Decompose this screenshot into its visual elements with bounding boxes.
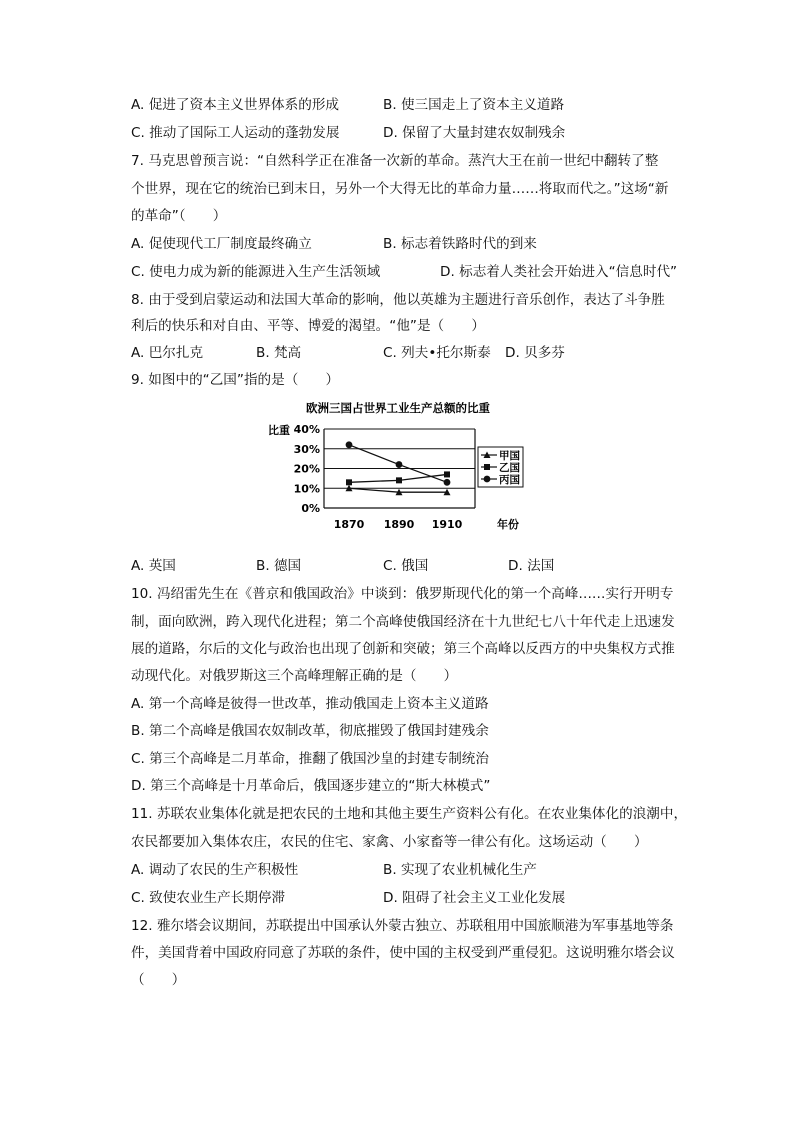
y-tick-label: 0%: [301, 502, 320, 515]
industrial-share-chart: [262, 397, 532, 533]
q9-stem-line-1: 9. 如图中的“乙国”指的是（ ）: [131, 372, 340, 388]
q10-option-b: B. 第二个高峰是俄国农奴制改革，彻底摧毁了俄国封建残余: [131, 723, 489, 739]
q9-option-b: B. 德国: [256, 558, 302, 574]
y-tick-label: 40%: [293, 423, 320, 436]
chart-gridlines: [324, 429, 475, 508]
q10-stem-line-4: 动现代化。对俄罗斯这三个高峰理解正确的是（ ）: [131, 668, 458, 684]
q8-option-b: B. 梵高: [256, 345, 302, 361]
y-tick-label: 20%: [293, 462, 320, 476]
q10-option-a: A. 第一个高峰是彼得一世改革，推动俄国走上资本主义道路: [131, 696, 489, 712]
legend-marker: [484, 464, 490, 470]
q7-stem-line-1: 7. 马克思曾预言说：“自然科学正在准备一次新的革命。蒸汽大王在前一世纪中翻转了整: [131, 153, 659, 169]
q10-option-c: C. 第三个高峰是二月革命，推翻了俄国沙皇的封建专制统治: [131, 751, 489, 767]
q9-option-c: C. 俄国: [383, 558, 429, 574]
x-tick-label: 1870: [333, 518, 365, 531]
x-tick-labels: [334, 518, 463, 531]
q12-stem-line-2: 件，美国背着中国政府同意了苏联的条件，使中国的主权受到严重侵犯。这说明雅尔塔会议: [131, 945, 675, 961]
q7-stem-line-2: 个世界，现在它的统治已到末日，另外一个大得无比的革命力量……将取而代之。”这场“新: [131, 181, 669, 197]
q11-stem-line-2: 农民都要加入集体农庄，农民的住宅、家禽、小家畜等一律公有化。这场运动（ ）: [131, 834, 648, 850]
q10-stem-line-3: 展的道路，尔后的文化与政治也出现了创新和突破；第三个高峰以反西方的中央集权方式推: [131, 641, 675, 657]
q6-option-a: A. 促进了资本主义世界体系的形成: [131, 97, 340, 113]
q9-option-d: D. 法国: [508, 558, 555, 574]
y-axis-label: 比重: [268, 424, 290, 437]
legend-label: 丙国: [499, 474, 520, 486]
q7-option-d: D. 标志着人类社会开始进入“信息时代”: [440, 264, 678, 280]
x-tick-label: 1890: [383, 518, 415, 531]
q7-option-c: C. 使电力成为新的能源进入生产生活领域: [131, 264, 381, 280]
q8-option-c: C. 列夫•托尔斯泰: [383, 345, 491, 361]
q11-option-a: A. 调动了农民的生产积极性: [131, 862, 299, 878]
y-tick-label: 10%: [293, 482, 320, 496]
q11-option-c: C. 致使农业生产长期停滞: [131, 890, 286, 906]
q6-option-d: D. 保留了大量封建农奴制残余: [383, 125, 566, 141]
q12-stem-line-1: 12. 雅尔塔会议期间，苏联提出中国承认外蒙古独立、苏联租用中国旅顺港为军事基地等条: [131, 918, 674, 934]
q9-option-a: A. 英国: [131, 558, 176, 574]
data-point: [444, 471, 450, 477]
q7-option-b: B. 标志着铁路时代的到来: [383, 236, 537, 252]
legend-label: 甲国: [499, 450, 520, 462]
q11-stem-line-1: 11. 苏联农业集体化就是把农民的土地和其他主要生产资料公有化。在农业集体化的浪潮中，: [131, 806, 688, 822]
q7-stem-line-3: 的革命”（ ）: [131, 208, 227, 224]
legend-marker: [484, 476, 491, 483]
data-point: [346, 479, 352, 485]
q10-stem-line-1: 10. 冯绍雷先生在《普京和俄国政治》中谈到：俄罗斯现代化的第一个高峰……实行开明专: [131, 586, 674, 602]
q8-stem-line-1: 8. 由于受到启蒙运动和法国大革命的影响，他以英雄为主题进行音乐创作，表达了斗争胜: [131, 292, 665, 308]
q8-option-a: A. 巴尔扎克: [131, 345, 204, 361]
q11-option-d: D. 阻碍了社会主义工业化发展: [383, 890, 566, 906]
q7-option-a: A. 促使现代工厂制度最终确立: [131, 236, 312, 252]
q8-option-d: D. 贝多芬: [505, 345, 565, 361]
q10-stem-line-2: 制，面向欧洲，跨入现代化进程；第二个高峰使俄国经济在十九世纪七八十年代走上迅速发: [131, 614, 675, 630]
data-point: [396, 461, 403, 468]
data-point: [346, 441, 353, 448]
chart-title: 欧洲三国占世界工业生产总额的比重: [306, 401, 490, 415]
x-axis-label: 年份: [497, 518, 519, 531]
q6-option-c: C. 推动了国际工人运动的蓬勃发展: [131, 125, 340, 141]
q11-option-b: B. 实现了农业机械化生产: [383, 862, 537, 878]
y-tick-labels: [294, 423, 320, 515]
q12-stem-line-3: （ ）: [131, 972, 186, 988]
q8-stem-line-2: 利后的快乐和对自由、平等、博爱的渴望。“他”是（ ）: [131, 318, 485, 334]
x-tick-label: 1910: [431, 518, 463, 531]
data-point: [444, 479, 451, 486]
legend-label: 乙国: [499, 462, 520, 474]
q10-option-d: D. 第三个高峰是十月革命后，俄国逐步建立的“斯大林模式”: [131, 778, 491, 794]
data-point: [396, 477, 402, 483]
y-tick-label: 30%: [293, 442, 320, 456]
chart-legend: [478, 447, 523, 487]
q6-option-b: B. 使三国走上了资本主义道路: [383, 97, 565, 113]
